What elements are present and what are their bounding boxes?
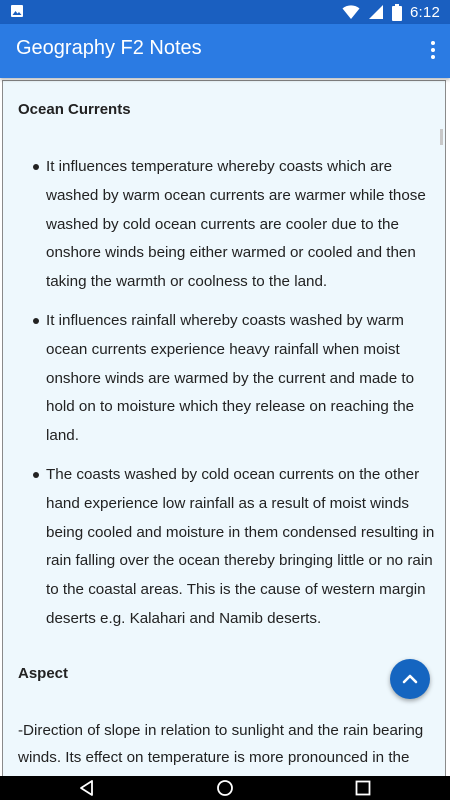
bullet-icon bbox=[33, 318, 39, 324]
more-vert-icon[interactable] bbox=[428, 38, 438, 64]
bullet-text: It influences temperature whereby coasts which are washed by warm ocean currents are warmer while those washed by cold ocean currents are cooler due to the onshore winds being either warmed or cooled and then taking the warmth or coolness to the land. bbox=[46, 158, 426, 291]
navigation-bar bbox=[0, 776, 450, 800]
status-time: 6:12 bbox=[410, 3, 440, 21]
list-item bbox=[3, 153, 446, 297]
app-title: Geography F2 Notes bbox=[16, 37, 202, 59]
app-bar bbox=[0, 24, 450, 78]
aspect-paragraph: -Direction of slope in relation to sunlight and the rain bearing winds. Its effect on temperature is more pronounced in the bbox=[18, 722, 424, 766]
signal-icon bbox=[368, 4, 384, 20]
home-icon[interactable] bbox=[216, 779, 234, 797]
content-area[interactable] bbox=[0, 78, 450, 776]
back-icon[interactable] bbox=[78, 779, 96, 797]
image-icon bbox=[10, 4, 24, 18]
notes-panel bbox=[2, 80, 446, 776]
bullet-icon bbox=[33, 164, 39, 170]
bullet-list bbox=[3, 153, 446, 644]
status-bar bbox=[0, 0, 450, 24]
wifi-icon bbox=[342, 4, 360, 20]
bullet-icon bbox=[33, 472, 39, 478]
bullet-text: It influences rainfall whereby coasts washed by warm ocean currents experience heavy rainfall when moist onshore winds are warmed by the current and made to hold on to moisture which they release on reaching the land. bbox=[46, 311, 415, 445]
battery-icon bbox=[392, 4, 402, 21]
list-item bbox=[3, 461, 446, 634]
chevron-up-icon bbox=[402, 674, 418, 684]
section-heading-aspect: Aspect bbox=[18, 665, 69, 682]
scrollbar-thumb[interactable] bbox=[440, 129, 443, 145]
bullet-text: The coasts washed by cold ocean currents on the other hand experience low rainfall as a result of moist winds being cooled and moisture in them condensed resulting in rain falling over the ocean thereby bringing little or no rain to the coastal areas. This is the cause of western margin deserts e.g. Kalahari and Namib deserts. bbox=[46, 465, 435, 627]
section-heading-ocean-currents: Ocean Currents bbox=[18, 101, 131, 118]
scroll-up-button[interactable] bbox=[390, 659, 430, 699]
recents-icon[interactable] bbox=[354, 779, 372, 797]
list-item bbox=[3, 307, 446, 451]
